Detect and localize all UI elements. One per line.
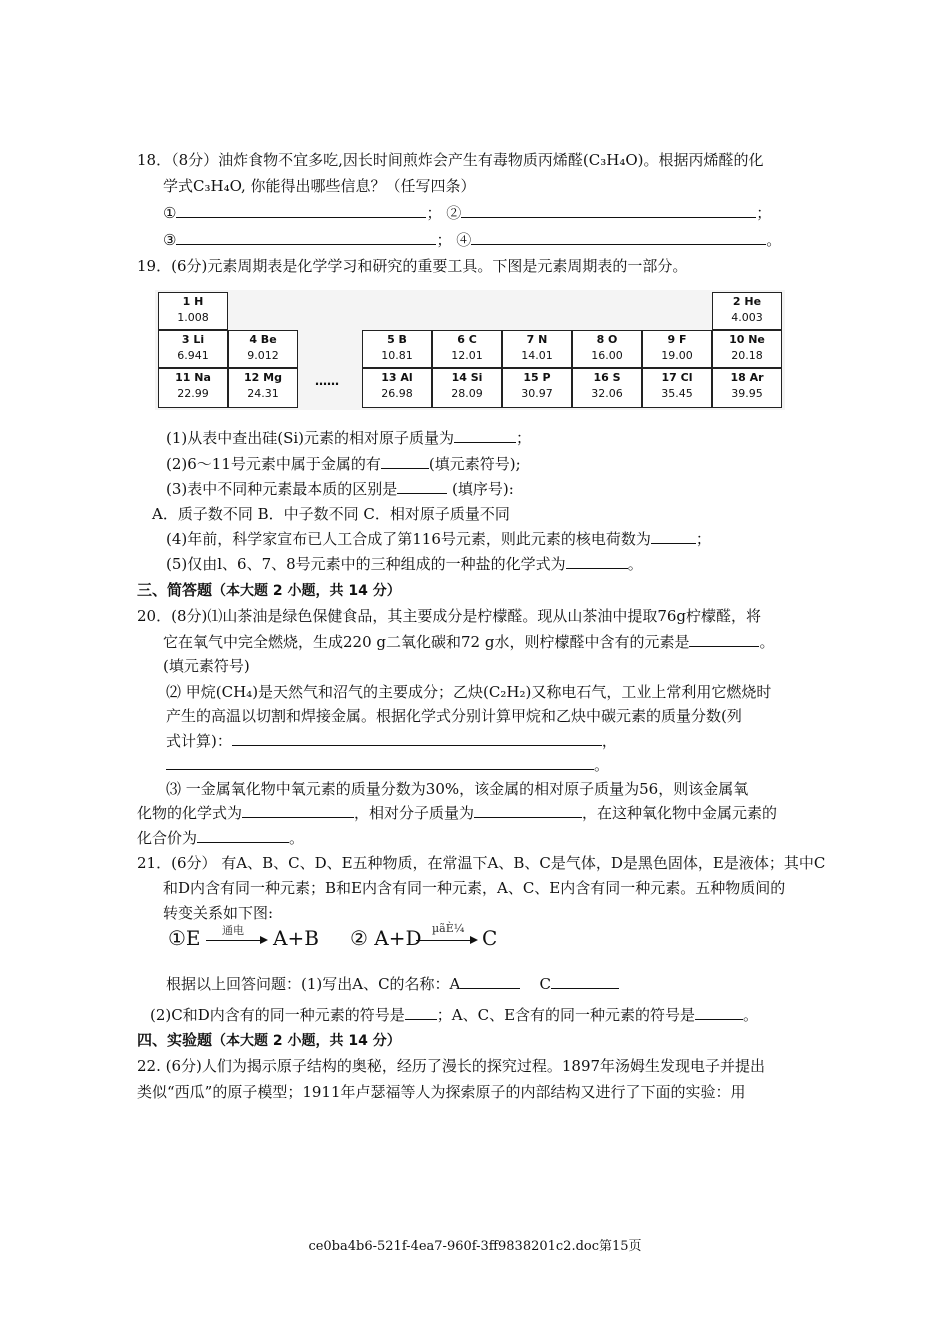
- reaction-1-product: A+B: [273, 926, 319, 950]
- cell-be: 4 Be 9.012: [228, 330, 298, 368]
- cell-he: 2 He 4.003: [712, 292, 782, 330]
- q20-line1: 20．(8分)⑴山茶油是绿色保健食品，其主要成分是柠檬醛。现从山茶油中提取76g柠檬醛，将: [137, 607, 762, 625]
- q20-blank-3[interactable]: [166, 755, 594, 770]
- q19-blank-3[interactable]: [397, 479, 447, 494]
- q18-blank-1[interactable]: [176, 203, 426, 218]
- q21-blank-e[interactable]: [695, 1005, 743, 1020]
- q21-line2: 和D内含有同一种元素；B和E内含有同一种元素，A、C、E内含有同一种元素。五种物质间的: [163, 879, 786, 897]
- cell-p: 15 P 30.97: [502, 368, 572, 408]
- cell-mg: 12 Mg 24.31: [228, 368, 298, 408]
- q21-blank-c[interactable]: [551, 974, 619, 989]
- cell-al: 13 Al 26.98: [362, 368, 432, 408]
- q21-blank-d[interactable]: [405, 1005, 437, 1020]
- q22-line1: 22. (6分)人们为揭示原子结构的奥秘，经历了漫长的探究过程。1897年汤姆生发现电子并提出: [137, 1057, 766, 1075]
- cell-li: 3 Li 6.941: [158, 330, 228, 368]
- q19-blank-4[interactable]: [651, 529, 696, 544]
- reaction-1-condition: 通电: [222, 924, 244, 937]
- cell-cl: 17 Cl 35.45: [642, 368, 712, 408]
- cell-c: 6 C 12.01: [432, 330, 502, 368]
- q20-line9: 化物的化学式为 ，相对分子质量为 ，在这种氧化物中金属元素的: [137, 804, 778, 822]
- reaction-2-condition: µãÈ¼: [432, 922, 465, 935]
- q19-title: 19．(6分)元素周期表是化学学习和研究的重要工具。下图是元素周期表的一部分。: [137, 257, 688, 275]
- q18-line1: 18．（8分）油炸食物不宜多吃,因长时间煎炸会产生有毒物质丙烯醛(C₃H₄O)。根据丙烯醛的化: [137, 151, 764, 169]
- reaction-1-reactant: ①E: [168, 926, 201, 950]
- q20-line3: (填元素符号): [163, 657, 250, 675]
- section3-heading: 三、简答题（本大题 2 小题，共 14 分）: [137, 581, 401, 599]
- reaction-2-arrow: [416, 940, 476, 941]
- q20-line8: ⑶ 一金属氧化物中氧元素的质量分数为30%，该金属的相对原子质量为56，则该金属氧: [166, 780, 749, 798]
- cell-o: 8 O 16.00: [572, 330, 642, 368]
- cell-b: 5 B 10.81: [362, 330, 432, 368]
- q19-p4: (4)年前，科学家宣布已人工合成了第116号元素，则此元素的核电荷数为 ；: [166, 530, 711, 548]
- q19-p2: (2)6～11号元素中属于金属的有 (填元素符号);: [166, 455, 521, 473]
- reaction-2-reactant: ② A+D: [350, 926, 422, 950]
- q20-blank-6[interactable]: [197, 828, 289, 843]
- cell-n: 7 N 14.01: [502, 330, 572, 368]
- page-footer: ce0ba4b6-521f-4ea7-960f-3ff9838201c2.doc第15页: [308, 1239, 642, 1254]
- q20-blank-4[interactable]: [242, 803, 354, 818]
- q20-line4: ⑵ 甲烷(CH₄)是天然气和沼气的主要成分；乙炔(C₂H₂)又称电石气，工业上常利用它燃烧时: [166, 683, 772, 701]
- q20-line10: 化合价为 。: [137, 829, 305, 847]
- table-ellipsis: ……: [315, 374, 339, 388]
- q21-line1: 21．(6分） 有A、B、C、D、E五种物质，在常温下A、B、C是气体，D是黑色固体，E是液体；其中C: [137, 854, 826, 872]
- section4-heading: 四、实验题（本大题 2 小题，共 14 分）: [137, 1031, 401, 1049]
- q20-line7: 。: [166, 755, 609, 775]
- periodic-table: [155, 290, 785, 410]
- q19-blank-1[interactable]: [454, 428, 516, 443]
- q20-line2: 它在氧气中完全燃烧，生成220 g二氧化碳和72 g水，则柠檬醛中含有的元素是 。: [163, 633, 775, 651]
- q18-line2: 学式C₃H₄O, 你能得出哪些信息？（任写四条）: [163, 177, 476, 195]
- q21-line4: 根据以上回答问题：(1)写出A、C的名称：A C: [166, 974, 619, 994]
- q18-blank-2[interactable]: [461, 203, 756, 218]
- q18-blank-4[interactable]: [471, 230, 766, 245]
- cell-ar: 18 Ar 39.95: [712, 368, 782, 408]
- q19-options: A．质子数不同 B．中子数不同 C．相对原子质量不同: [152, 505, 510, 523]
- q19-p5: (5)仅由l、6、7、8号元素中的三种组成的一种盐的化学式为 。: [166, 555, 643, 573]
- q20-blank-1[interactable]: [689, 632, 759, 647]
- cell-s: 16 S 32.06: [572, 368, 642, 408]
- cell-ne: 10 Ne 20.18: [712, 330, 782, 368]
- marker-3: ③: [163, 231, 177, 249]
- q20-line6: 式计算)： ，: [166, 732, 617, 750]
- cell-h: 1 H 1.008: [158, 292, 228, 330]
- q20-blank-5[interactable]: [474, 803, 582, 818]
- marker-1: ①: [163, 204, 177, 222]
- q21-blank-a[interactable]: [460, 974, 520, 989]
- cell-f: 9 F 19.00: [642, 330, 712, 368]
- marker-4: ④: [456, 231, 472, 249]
- q18-answer-row2: ③ ； ④ 。: [163, 231, 782, 249]
- q22-line2: 类似“西瓜”的原子模型；1911年卢瑟福等人为探索原子的内部结构又进行了下面的实验：用: [137, 1083, 746, 1101]
- q21-line5: (2)C和D内含有的同一种元素的符号是 ；A、C、E含有的同一种元素的符号是 。: [150, 1006, 759, 1024]
- q21-line3: 转变关系如下图:: [163, 904, 274, 922]
- marker-2: ②: [446, 204, 462, 222]
- q19-p3: (3)表中不同种元素最本质的区别是 (填序号):: [166, 480, 514, 498]
- cell-si: 14 Si 28.09: [432, 368, 502, 408]
- q20-blank-2[interactable]: [232, 731, 602, 746]
- q19-blank-5[interactable]: [566, 554, 628, 569]
- q20-line5: 产生的高温以切割和焊接金属。根据化学式分别计算甲烷和乙炔中碳元素的质量分数(列: [166, 707, 742, 725]
- reaction-1-arrow: [206, 940, 266, 941]
- q18-answer-row1: ① ； ② ；: [163, 204, 772, 222]
- cell-na: 11 Na 22.99: [158, 368, 228, 408]
- q19-blank-2[interactable]: [381, 454, 429, 469]
- q18-blank-3[interactable]: [176, 230, 436, 245]
- reaction-2-product: C: [482, 926, 498, 950]
- q19-p1: (1)从表中查出硅(Si)元素的相对原子质量为 ；: [166, 429, 532, 447]
